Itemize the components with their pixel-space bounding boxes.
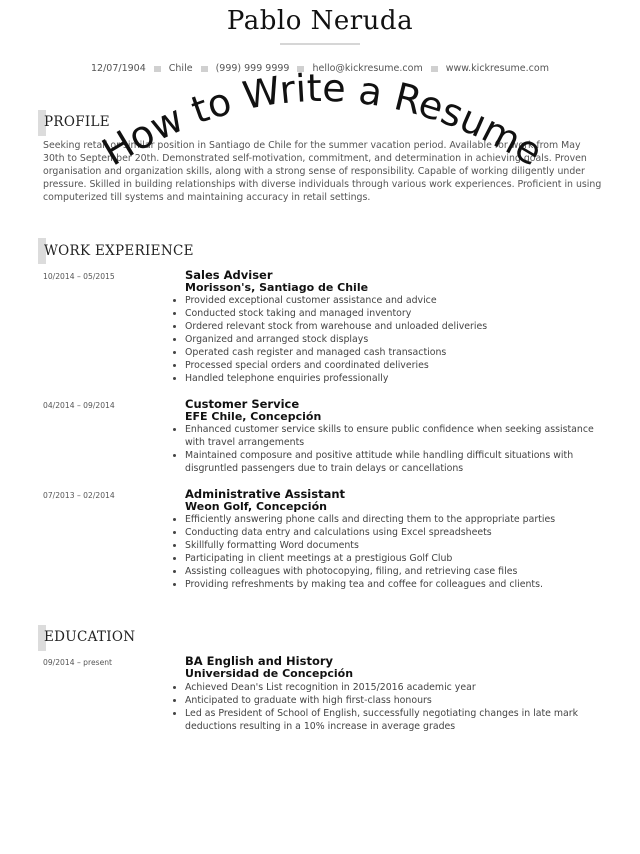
employer: Weon Golf, Concepción bbox=[185, 500, 327, 513]
degree: BA English and History bbox=[185, 654, 334, 668]
list-item: • Enhanced customer service skills to ensure public confidence when seeking assistance with travel arrangements bbox=[185, 423, 610, 449]
list-item: • Ordered relevant stock from warehouse and unloaded deliveries bbox=[185, 320, 610, 333]
profile-heading: PROFILE bbox=[44, 114, 110, 130]
job-duties bbox=[172, 423, 610, 475]
job-duties bbox=[172, 513, 610, 591]
job-date: 10/2014 – 05/2015 bbox=[43, 272, 115, 281]
list-item: • Organized and arranged stock displays bbox=[185, 333, 610, 346]
website[interactable]: www.kickresume.com bbox=[445, 63, 549, 74]
profile-text: Seeking retail or similar position in Santiago de Chile for the summer vacation period. Available for work from May 30th to September 20th. Demonstrated self-motivation, commitment, and determination in achieving goals. Proven organisation and organization skills, along with a strong sense of responsibility. Capable of working diligently under pressure. Skilled in building relationships with diverse individuals through various work experiences. Proficient in using computerized till systems and maintaining accuracy in retail settings. bbox=[43, 140, 602, 203]
list-item: • Assisting colleagues with photocopying, filing, and retrieving case files bbox=[185, 565, 610, 578]
birth-date: 12/07/1904 bbox=[91, 63, 146, 74]
job-title: Customer Service bbox=[185, 397, 300, 411]
list-item: • Operated cash register and managed cash transactions bbox=[185, 346, 610, 359]
list-item: • Anticipated to graduate with high first-class honours bbox=[185, 694, 610, 707]
job-title: Administrative Assistant bbox=[185, 487, 346, 501]
job-date: 07/2013 – 02/2014 bbox=[43, 491, 115, 500]
school: Universidad de Concepción bbox=[185, 667, 354, 680]
list-item: • Processed special orders and coordinated deliveries bbox=[185, 359, 610, 372]
contact-line bbox=[0, 63, 640, 74]
list-item: • Conducted stock taking and managed inventory bbox=[185, 307, 610, 320]
name-underline bbox=[280, 43, 360, 45]
job-duties bbox=[172, 294, 610, 385]
list-item: • Maintained composure and positive attitude while handling difficult situations with disgruntled passengers due to train delays or cancellations bbox=[185, 449, 610, 475]
education-heading: EDUCATION bbox=[44, 629, 136, 645]
list-item: • Handled telephone enquiries professionally bbox=[185, 372, 610, 385]
list-item: • Participating in client meetings at a prestigious Golf Club bbox=[185, 552, 610, 565]
separator bbox=[154, 66, 161, 72]
work-experience-heading: WORK EXPERIENCE bbox=[44, 243, 194, 259]
job-title: Sales Adviser bbox=[185, 268, 273, 282]
education-details bbox=[172, 681, 610, 733]
list-item: • Led as President of School of English, successfully negotiating changes in late mark deductions resulting in a 10% increase in average grades bbox=[185, 707, 610, 733]
phone: (999) 999 9999 bbox=[215, 63, 290, 74]
list-item: • Skillfully formatting Word documents bbox=[185, 539, 610, 552]
separator bbox=[297, 66, 304, 72]
separator bbox=[201, 66, 208, 72]
overlay-title: How to Write a Resume bbox=[94, 65, 551, 175]
list-item: • Providing refreshments by making tea and coffee for colleagues and clients. bbox=[185, 578, 610, 591]
list-item: • Conducting data entry and calculations using Excel spreadsheets bbox=[185, 526, 610, 539]
employer: EFE Chile, Concepción bbox=[185, 410, 322, 423]
country: Chile bbox=[168, 63, 193, 74]
list-item: • Efficiently answering phone calls and directing them to the appropriate parties bbox=[185, 513, 610, 526]
list-item: • Achieved Dean's List recognition in 2015/2016 academic year bbox=[185, 681, 610, 694]
employer: Morisson's, Santiago de Chile bbox=[185, 281, 369, 294]
list-item: • Provided exceptional customer assistance and advice bbox=[185, 294, 610, 307]
candidate-name: Pablo Neruda bbox=[226, 6, 414, 36]
separator bbox=[431, 66, 438, 72]
job-date: 04/2014 – 09/2014 bbox=[43, 401, 115, 410]
email[interactable]: hello@kickresume.com bbox=[312, 63, 423, 74]
education-date: 09/2014 – present bbox=[43, 658, 113, 667]
